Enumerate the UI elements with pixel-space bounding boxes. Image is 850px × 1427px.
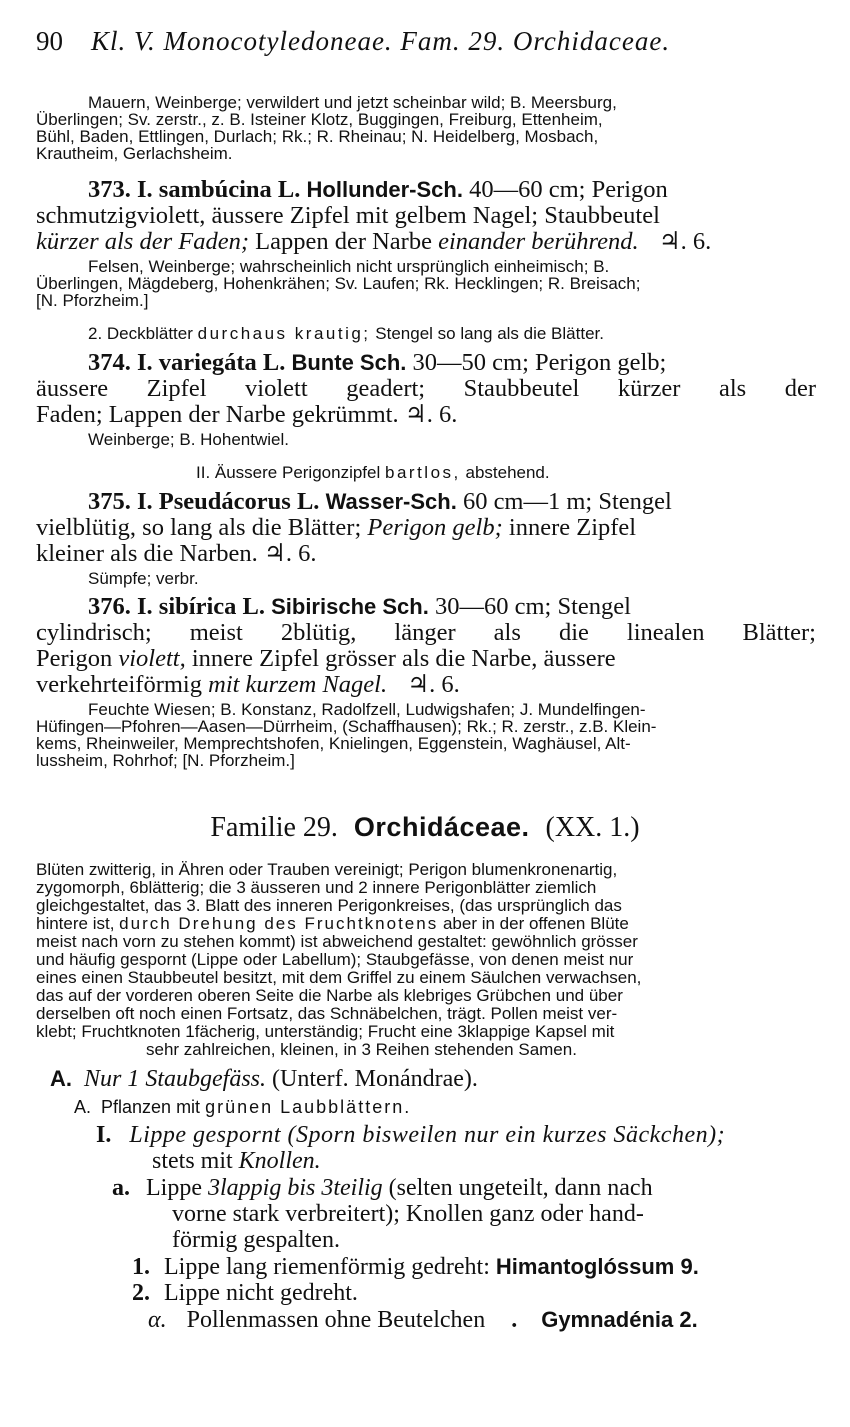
species-text: verkehrteiförmig: [36, 671, 202, 698]
key-label: 2.: [132, 1280, 150, 1306]
species-374-heading: [88, 350, 818, 376]
family-name: Orchidáceae.: [353, 812, 530, 842]
species-name: variegáta L.: [158, 349, 286, 376]
key-text: Lippe nicht gedreht.: [164, 1280, 358, 1306]
family-desc-line: gleichgestaltet, das 3. Blatt des inneren Perigonkreises, (das ursprünglich das: [36, 896, 622, 915]
family-desc-line: [36, 915, 816, 932]
italic-text: Perigon gelb;: [367, 514, 503, 541]
key-italic-text: Knollen.: [238, 1148, 321, 1174]
key-text: vorne stark verbreitert); Knollen ganz oder hand-: [172, 1201, 644, 1227]
locality-line: Weinberge; B. Hohentwiel.: [88, 430, 289, 449]
family-desc-line: eines einen Staubbeutel besitzt, mit dem Griffel zu einem Säulchen verwachsen,: [36, 968, 642, 987]
key-text: (Unterf. Monándrae).: [272, 1066, 478, 1092]
key-label: 1.: [132, 1254, 150, 1280]
species-373-heading: [88, 177, 818, 203]
species-number: 376. I.: [88, 593, 153, 620]
italic-text: kürzer als der Faden;: [36, 228, 249, 255]
locality-line: Feuchte Wiesen; B. Konstanz, Radolfzell, Ludwigshafen; J. Mundelfingen-: [88, 700, 646, 719]
family-desc-line: und häufig gespornt (Lippe oder Labellum); Staubgefässe, von denen meist nur: [36, 950, 634, 969]
key-text: Lippe lang riemenförmig gedreht:: [164, 1254, 490, 1280]
locality-line: kems, Rheinweiler, Memprechtshofen, Knielingen, Eggenstein, Waghäusel, Alt-: [36, 734, 631, 753]
running-title: Kl. V. Monocotyledoneae. Fam. 29. Orchidaceae.: [91, 26, 671, 56]
species-name: sibírica L.: [158, 593, 265, 620]
key-alpha: [148, 1307, 850, 1333]
italic-text: einander berührend.: [438, 228, 639, 255]
key-1: [132, 1254, 850, 1280]
species-376-line4: [36, 672, 816, 698]
family-desc-text: hintere ist,: [36, 914, 115, 933]
family-desc-line: derselben oft noch einen Fortsatz, das Schnäbelchen, trägt. Pollen meist ver-: [36, 1004, 618, 1023]
family-desc-line: Blüten zwitterig, in Ähren oder Trauben vereinigt; Perigon blumenkronenartig,: [36, 860, 618, 879]
key-A-subfamily: [50, 1066, 830, 1092]
family-desc-line: klebt; Fruchtknoten 1fächerig, unterständig; Frucht eine 3klappige Kapsel mit: [36, 1022, 615, 1041]
italic-text: violett,: [118, 645, 186, 672]
species-text: 60 cm—1 m; Stengel: [462, 488, 672, 515]
species-text: 30—60 cm; Stengel: [434, 593, 631, 620]
common-name: Wasser-Sch.: [325, 489, 457, 514]
key-italic-text: Lippe gespornt (Sporn bisweilen nur ein kurzes Säckchen);: [129, 1122, 726, 1148]
species-number: 374. I.: [88, 349, 153, 376]
species-text: schmutzigviolett, äussere Zipfel mit gelbem Nagel; Staubbeutel: [36, 202, 660, 229]
key-italic-text: Nur 1 Staubgefäss.: [84, 1066, 267, 1092]
family-desc-spaced-text: durch Drehung des Fruchtknotens: [119, 914, 439, 933]
group-heading: [196, 463, 850, 483]
key-italic-text: 3lappig bis 3teilig: [207, 1175, 383, 1201]
family-class: (XX. 1.): [545, 812, 640, 843]
species-text: vielblütig, so lang als die Blätter;: [36, 514, 362, 541]
species-text: 30—50 cm; Perigon gelb;: [412, 349, 667, 376]
family-heading: [0, 812, 850, 844]
family-desc-text: aber in der offenen Blüte: [442, 914, 629, 933]
key-label: A.: [74, 1097, 92, 1117]
locality-line: Bühl, Baden, Ettlingen, Durlach; Rk.; R. Rheinau; N. Heidelberg, Mosbach,: [36, 127, 599, 146]
key-text: förmig gespalten.: [172, 1227, 340, 1253]
species-text: cylindrisch; meist 2blütig, länger als die linealen Blätter;: [36, 619, 816, 646]
locality-line: Überlingen; Sv. zerstr., z. B. Isteiner Klotz, Buggingen, Freiburg, Ettenheim,: [36, 110, 603, 129]
key-label: I.: [96, 1122, 112, 1148]
locality-line: lussheim, Rohrhof; [N. Pforzheim.]: [36, 751, 295, 770]
group-text: abstehend.: [465, 463, 550, 482]
key-label: A.: [50, 1066, 72, 1091]
locality-line: Hüfingen—Pfohren—Aasen—Dürrheim, (Schaffhausen); Rk.; R. zerstr., z.B. Klein-: [36, 717, 657, 736]
leader-dot: .: [511, 1307, 518, 1333]
family-desc-line: meist nach vorn zu stehen kommt) ist abweichend gestaltet: gewöhnlich grösser: [36, 932, 638, 951]
key-a: [112, 1175, 818, 1201]
species-text: Perigon: [36, 645, 113, 672]
key-A-plants: [74, 1097, 850, 1118]
key-text: Pflanzen mit: [101, 1097, 201, 1117]
species-text: ♃. 6.: [407, 671, 460, 698]
species-375-line2: [36, 515, 816, 541]
group-text: II. Äussere Perigonzipfel: [196, 463, 381, 482]
species-373-line3: [36, 229, 816, 255]
family-desc-line: das auf der vorderen oberen Seite die Narbe als klebriges Grübchen und über: [36, 986, 623, 1005]
family-prefix: Familie 29.: [210, 812, 338, 843]
group-spaced-text: durchaus krautig;: [197, 324, 371, 343]
page-number: 90: [36, 26, 63, 56]
species-text: innere Zipfel: [508, 514, 637, 541]
group-spaced-text: bartlos,: [385, 463, 461, 482]
species-text: Faden; Lappen der Narbe gekrümmt. ♃. 6.: [36, 401, 458, 428]
family-desc-line: zygomorph, 6blätterig; die 3 äusseren und 2 innere Perigonblätter ziemlich: [36, 878, 597, 897]
locality-line: [N. Pforzheim.]: [36, 291, 149, 310]
key-label: α.: [148, 1307, 167, 1333]
group-text: Stengel so lang als die Blätter.: [375, 324, 604, 343]
species-375-heading: [88, 489, 818, 515]
key-text: Pollenmassen ohne Beutelchen: [186, 1307, 486, 1333]
species-text: äussere Zipfel violett geadert; Staubbeutel kürzer als der: [36, 375, 816, 402]
species-number: 375. I.: [88, 488, 153, 515]
common-name: Sibirische Sch.: [271, 594, 429, 619]
locality-line: Überlingen, Mägdeberg, Hohenkrähen; Sv. Laufen; Rk. Hecklingen; R. Breisach;: [36, 274, 641, 293]
species-376-line3: [36, 646, 816, 672]
species-text: kleiner als die Narben. ♃. 6.: [36, 540, 317, 567]
species-name: Pseudácorus L.: [158, 488, 320, 515]
key-I: [96, 1122, 850, 1148]
key-spaced-text: grünen Laubblättern.: [205, 1097, 412, 1117]
key-text: Lippe: [146, 1175, 202, 1201]
italic-text: mit kurzem Nagel.: [208, 671, 388, 698]
species-name: sambúcina L.: [158, 176, 301, 203]
species-text: Lappen der Narbe: [255, 228, 432, 255]
species-text: 40—60 cm; Perigon: [469, 176, 668, 203]
group-heading: [88, 324, 850, 344]
locality-line: Felsen, Weinberge; wahrscheinlich nicht ursprünglich einheimisch; B.: [88, 257, 610, 276]
common-name: Hollunder-Sch.: [306, 177, 463, 202]
locality-line: Sümpfe; verbr.: [88, 569, 199, 588]
common-name: Bunte Sch.: [291, 350, 407, 375]
group-text: 2. Deckblätter: [88, 324, 193, 343]
locality-line: Krautheim, Gerlachsheim.: [36, 144, 233, 163]
key-text: (selten ungeteilt, dann nach: [388, 1175, 653, 1201]
family-desc-line: sehr zahlreichen, kleinen, in 3 Reihen stehenden Samen.: [146, 1040, 577, 1059]
species-text: ♃. 6.: [658, 228, 712, 255]
locality-line: Mauern, Weinberge; verwildert und jetzt scheinbar wild; B. Meersburg,: [88, 93, 617, 112]
genus-name: Himantoglóssum 9.: [495, 1254, 699, 1279]
genus-name: Gymnadénia 2.: [541, 1307, 698, 1332]
key-I-line2: [152, 1148, 850, 1174]
species-376-heading: [88, 594, 818, 620]
key-label: a.: [112, 1175, 130, 1201]
species-number: 373. I.: [88, 176, 153, 203]
key-text: stets mit: [152, 1148, 233, 1174]
key-2: [132, 1280, 850, 1306]
running-header: [36, 26, 670, 57]
species-text: innere Zipfel grösser als die Narbe, äussere: [191, 645, 616, 672]
